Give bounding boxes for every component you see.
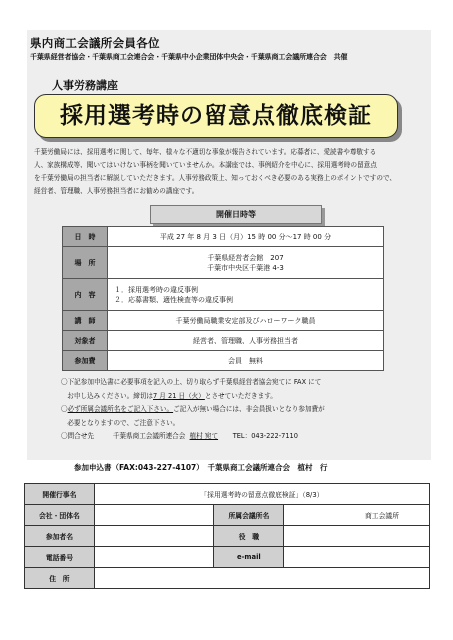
address-field[interactable] [94, 568, 429, 589]
position-field[interactable] [284, 526, 430, 547]
row-value-content [108, 279, 384, 311]
notes [61, 376, 421, 444]
table-row [25, 547, 430, 568]
schedule-heading: 開催日時等 [150, 205, 322, 224]
intro-line: 経営者、管理職、人事労務担当者にお勧めの講座です。 [34, 187, 199, 195]
intro-line: 千葉労働局には、採用選考に関して、毎年、様々な不適切な事象が報告されています。応募者に、愛読書や尊敬する [34, 148, 377, 156]
address-label: 住 所 [25, 568, 95, 589]
row-label-audience: 対象者 [63, 331, 108, 351]
table-row [25, 484, 430, 505]
note-text: とさせていただきます。 [204, 391, 277, 400]
contact-line [61, 430, 421, 444]
venue-name: 千葉県経営者会館 207 [207, 253, 284, 262]
row-label-content: 内 容 [63, 279, 108, 311]
row-label-venue: 場 所 [63, 247, 108, 279]
table-row [25, 526, 430, 547]
application-form [24, 483, 430, 589]
co-hosts-line: 千葉県経営者協会・千葉県商工会連合会・千葉県中小企業団体中央会・千葉県商工会議所連合会 共催 [30, 53, 348, 61]
deadline-date: 7 月 21 日（火） [153, 391, 205, 400]
participant-label: 参加者名 [25, 526, 95, 547]
phone-label: 電話番号 [25, 547, 95, 568]
table-row [63, 331, 384, 351]
intro-line: を千葉労働局の担当者に解説していただきます。人事労務政策上、知っておくべき必要のある実務上のポイントですので、 [34, 174, 396, 182]
note-text: ご記入が無い場合には、非会員扱いとなり参加費が [173, 405, 325, 413]
table-row [63, 279, 384, 311]
contact-label: 〇問合せ先 [61, 432, 94, 440]
note-line [61, 403, 421, 417]
note-marker: 〇 [61, 405, 68, 413]
table-row [63, 227, 384, 247]
table-row [63, 247, 384, 279]
contact-org: 千葉県商工会議所連合会 [112, 432, 186, 440]
company-field[interactable] [94, 505, 214, 526]
row-label-datetime: 日 時 [63, 227, 108, 247]
page-title: 採用選考時の留意点徹底検証 [60, 103, 372, 129]
table-row [25, 505, 430, 526]
content-item: １．採用選考時の違反事例 [114, 285, 198, 294]
participant-field[interactable] [94, 526, 214, 547]
note-line [61, 417, 421, 431]
schedule-table [62, 226, 384, 371]
row-value-audience: 経営者、管理職、人事労務担当者 [108, 331, 384, 351]
content-item: ２．応募書類、適性検査等の違反事例 [114, 295, 233, 304]
row-value-lecturer: 千葉労働局職業安定部及びハローワーク職員 [108, 311, 384, 331]
row-value-venue [108, 247, 384, 279]
note-text: 必要となりますので、ご注意下さい。 [67, 418, 180, 427]
note-emphasis: 必ず所属会議所名をご記入下さい。 [67, 405, 174, 413]
email-label: e-mail [214, 547, 284, 568]
position-label: 役 職 [214, 526, 284, 547]
phone-field[interactable] [94, 547, 214, 568]
row-value-datetime: 平成 27 年 8 月 3 日（月）15 時 00 分～17 時 00 分 [108, 227, 384, 247]
intro-line: 人、家族構成等、聞いてはいけない事柄を聞いていませんか。本講座では、事例紹介を中心に、採用選考時の留意点 [34, 161, 377, 169]
recipient-line: 県内商工会議所会員各位 [30, 36, 160, 50]
event-name-value: 「採用選考時の留意点徹底検証」（8/3） [94, 484, 429, 505]
table-row [25, 568, 430, 589]
intro-text [34, 146, 416, 198]
note-line: 〇下記参加申込書に必要事項を記入の上、切り取らず千葉県経営者協会宛てに FAX にて [61, 378, 322, 386]
chamber-field[interactable]: 商工会議所 [284, 505, 430, 526]
series-label: 人事労務講座 [52, 79, 118, 92]
note-text: お申し込みください。締切は [67, 391, 154, 400]
row-label-lecturer: 講 師 [63, 311, 108, 331]
row-label-fee: 参加費 [63, 351, 108, 371]
title-banner [34, 94, 398, 138]
contact-person: 植村 宛て [189, 432, 219, 440]
note-line [61, 390, 421, 404]
row-value-fee: 会員 無料 [108, 351, 384, 371]
venue-address: 千葉市中央区千葉港 4-3 [207, 263, 284, 272]
table-row [63, 351, 384, 371]
contact-tel: TEL：043-222-7110 [232, 432, 298, 440]
event-name-label: 開催行事名 [25, 484, 95, 505]
chamber-label: 所属会議所名 [214, 505, 284, 526]
table-row [63, 311, 384, 331]
email-field[interactable] [284, 547, 430, 568]
application-heading: 参加申込書（FAX:043-227-4107） 千葉県商工会議所連合会 植村 行 [74, 463, 328, 472]
company-label: 会社・団体名 [25, 505, 95, 526]
